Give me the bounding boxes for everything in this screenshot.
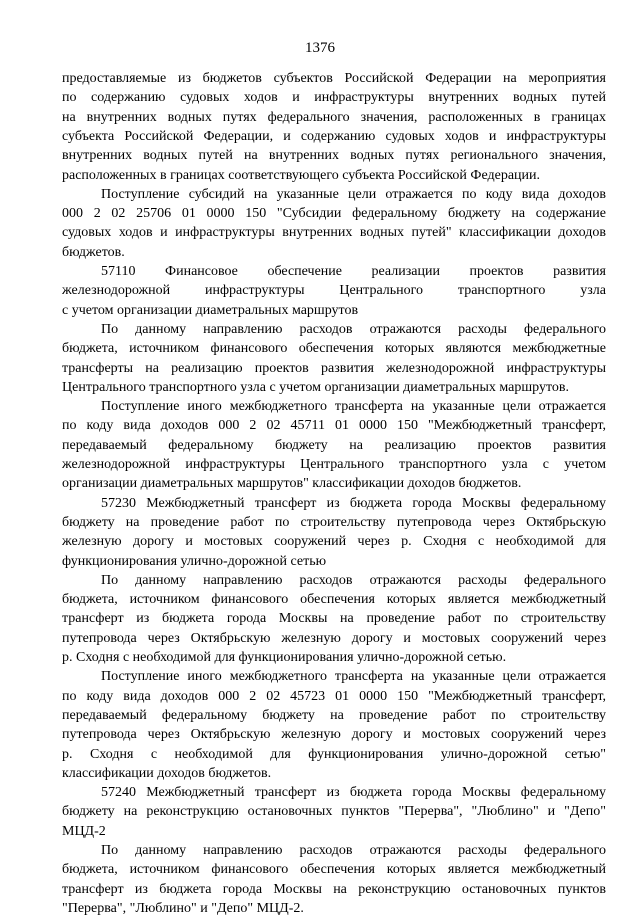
- text-line: субъекта Российской Федерации, и содержанию судовых ходов и инфраструктуры: [62, 129, 606, 144]
- text-line: р. Сходня с необходимой для функционирования улично-дорожной сетью.: [62, 650, 507, 665]
- text-line: классификации доходов бюджетов.: [62, 766, 272, 781]
- text-line: функционирования улично-дорожной сетью: [62, 554, 327, 569]
- text-line: судовых ходов и инфраструктуры внутренних водных путей" классификации доходов: [62, 225, 606, 240]
- text-line: По данному направлению расходов отражаются расходы федерального: [101, 322, 606, 337]
- text-line: По данному направлению расходов отражаются расходы федерального: [101, 573, 606, 588]
- text-line: внутренних водных путей на внутренних водных путях регионального значения,: [62, 148, 606, 163]
- text-line: трансферт из бюджета города Москвы на проведение работ по строительству: [62, 611, 606, 626]
- text-line: Центрального транспортного узла с учетом организации диаметральных маршрутов.: [62, 380, 570, 395]
- text-line: бюджетов.: [62, 245, 125, 260]
- text-line: бюджета, источником финансового обеспечения которых является межбюджетный: [62, 592, 606, 607]
- text-line: передаваемый федеральному бюджету на проведение работ по строительству: [62, 708, 606, 723]
- text-line: железнодорожной инфраструктуры Центрального транспортного узла: [62, 283, 606, 298]
- text-line: организации диаметральных маршрутов" классификации доходов бюджетов.: [62, 476, 522, 491]
- text-line: МЦД-2: [62, 824, 106, 839]
- text-line: по содержанию судовых ходов и инфраструктуры внутренних водных путей: [62, 90, 606, 105]
- text-line: 57110 Финансовое обеспечение реализации проектов развития: [101, 264, 606, 279]
- text-line: Поступление иного межбюджетного трансферта на указанные цели отражается: [101, 399, 606, 414]
- text-line: железную дорогу и мостовых сооружений через р. Сходня с необходимой для: [62, 534, 606, 549]
- text-line: 57240 Межбюджетный трансферт из бюджета города Москвы федеральному: [101, 785, 606, 800]
- text-line: путепровода через Октябрьскую железную дорогу и мостовых сооружений через: [62, 631, 606, 646]
- text-line: р. Сходня с необходимой для функционирования улично-дорожной сетью": [62, 747, 606, 762]
- text-line: железнодорожной инфраструктуры Центрального транспортного узла с учетом: [62, 457, 606, 472]
- text-line: бюджета, источником финансового обеспечения которых являются межбюджетные: [62, 341, 606, 356]
- page-number: 1376: [305, 40, 335, 56]
- text-line: 57230 Межбюджетный трансферт из бюджета города Москвы федеральному: [101, 496, 606, 511]
- text-line: бюджета, источником финансового обеспечения которых является межбюджетный: [62, 862, 606, 877]
- text-line: Поступление иного межбюджетного трансферта на указанные цели отражается: [101, 669, 606, 684]
- text-line: 000 2 02 25706 01 0000 150 "Субсидии федеральному бюджету на содержание: [62, 206, 606, 221]
- text-line: По данному направлению расходов отражаются расходы федерального: [101, 843, 606, 858]
- text-line: Поступление субсидий на указанные цели отражается по коду вида доходов: [101, 187, 606, 202]
- text-line: с учетом организации диаметральных маршрутов: [62, 303, 359, 318]
- text-line: на внутренних водных путях федерального значения, расположенных в границах: [62, 110, 606, 125]
- text-line: передаваемый федеральному бюджету на реализацию проектов развития: [62, 438, 606, 453]
- text-line: путепровода через Октябрьскую железную дорогу и мостовых сооружений через: [62, 727, 606, 742]
- text-line: трансферт из бюджета города Москвы на реконструкцию остановочных пунктов: [62, 882, 606, 897]
- text-line: бюджету на проведение работ по строительству путепровода через Октябрьскую: [62, 515, 606, 530]
- text-line: "Перерва", "Люблино" и "Депо" МЦД-2.: [62, 901, 304, 916]
- text-line: бюджету на реконструкцию остановочных пунктов "Перерва", "Люблино" и "Депо": [62, 804, 606, 819]
- text-line: трансферты на реализацию проектов развития железнодорожной инфраструктуры: [62, 361, 606, 376]
- text-line: расположенных в границах соответствующего субъекта Российской Федерации.: [62, 168, 541, 183]
- text-line: по коду вида доходов 000 2 02 45711 01 0000 150 "Межбюджетный трансферт,: [62, 418, 606, 433]
- text-line: по коду вида доходов 000 2 02 45723 01 0000 150 "Межбюджетный трансферт,: [62, 689, 606, 704]
- text-line: предоставляемые из бюджетов субъектов Российской Федерации на мероприятия: [62, 71, 606, 86]
